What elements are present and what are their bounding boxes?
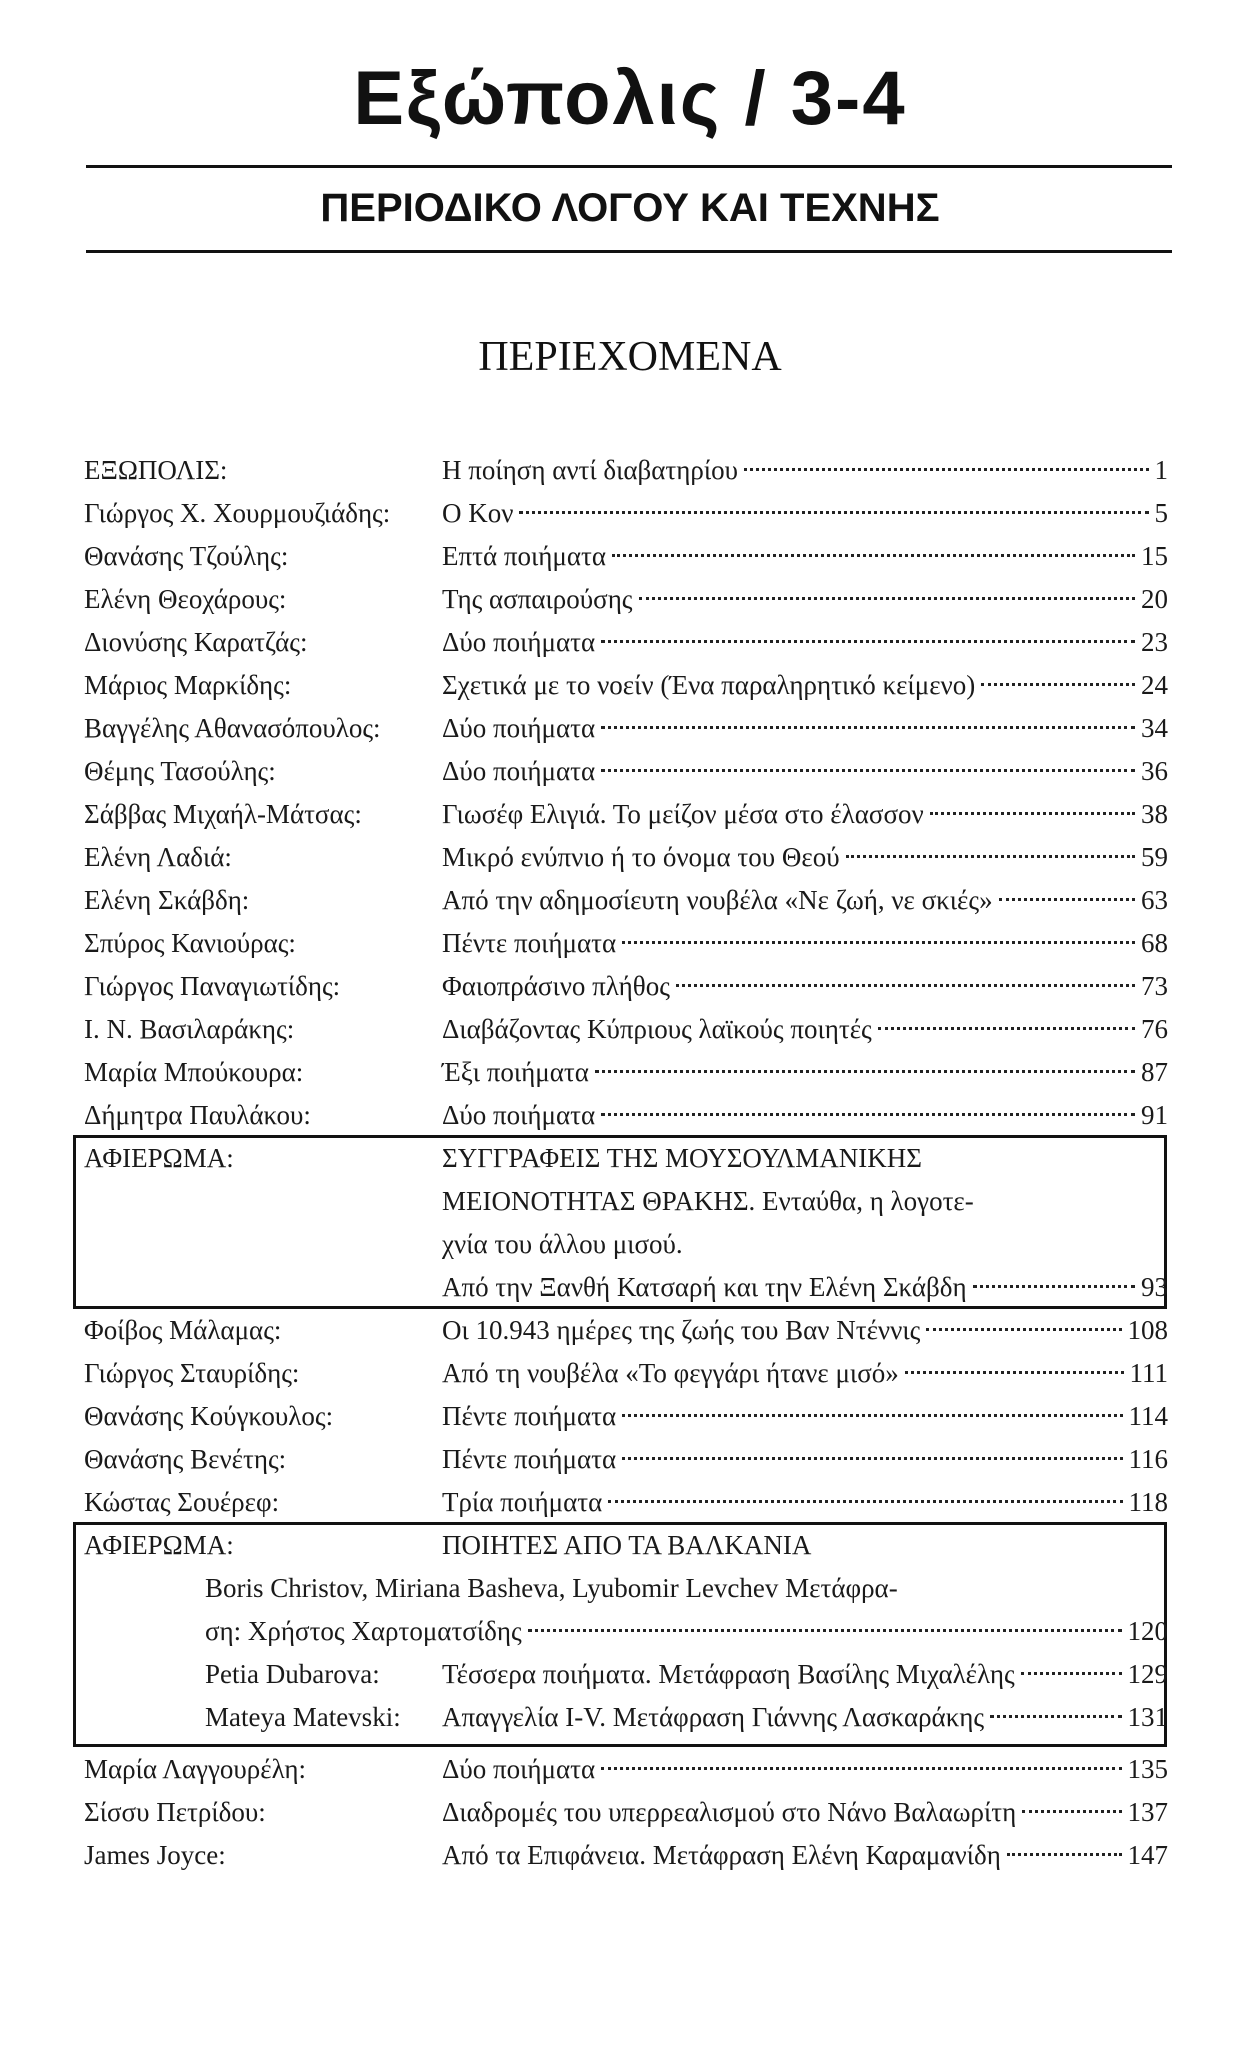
toc-entry <box>442 535 1168 578</box>
toc-author: Petia Dubarova: <box>205 1659 380 1689</box>
toc-entry <box>442 922 1168 965</box>
toc-entry <box>442 750 1168 793</box>
toc-page: 129 <box>1127 1659 1168 1689</box>
toc-author: Ελένη Σκάβδη: <box>84 885 250 915</box>
toc-author: Δήμητρα Παυλάκου: <box>84 1100 311 1130</box>
toc-entry <box>442 1395 1168 1438</box>
toc-title: Διαδρομές του υπερρεαλισμού στο Νάνο Βαλαωρίτη <box>442 1797 1017 1827</box>
toc-row <box>0 1653 1260 1696</box>
dot-leader <box>595 1070 1135 1073</box>
toc-title: Δύο ποιήματα <box>442 756 596 786</box>
toc-author: Κώστας Σουέρεφ: <box>84 1487 280 1517</box>
toc-row <box>0 707 1260 750</box>
toc-page: 87 <box>1141 1057 1168 1087</box>
toc-page: 118 <box>1128 1487 1168 1517</box>
toc-row <box>0 1051 1260 1094</box>
toc-title: ση: Χρήστος Χαρτοματσίδης <box>205 1616 522 1646</box>
dot-leader <box>601 1113 1135 1116</box>
dot-leader <box>990 1715 1121 1718</box>
toc-row <box>0 1352 1260 1395</box>
toc-page: 111 <box>1129 1358 1168 1388</box>
toc-row <box>0 965 1260 1008</box>
dot-leader <box>905 1371 1124 1374</box>
toc-title: Φαιοπράσινο πλήθος <box>442 971 670 1001</box>
toc-title: Από την αδημοσίευτη νουβέλα «Νε ζωή, νε σκιές» <box>442 885 993 915</box>
toc-entry <box>442 1266 1168 1309</box>
toc-author: Θανάσης Βενέτης: <box>84 1444 287 1474</box>
toc-title: Έξι ποιήματα <box>442 1057 589 1087</box>
toc-row <box>0 1008 1260 1051</box>
journal-title: Εξώπολις / 3-4 <box>353 56 907 141</box>
toc-author: Mateya Matevski: <box>205 1702 401 1732</box>
toc-page: 20 <box>1141 584 1168 614</box>
toc-page: 5 <box>1154 498 1168 528</box>
dot-leader <box>1021 1672 1122 1675</box>
toc-page: 137 <box>1127 1797 1168 1827</box>
toc-author: Θανάσης Τζούλης: <box>84 541 289 571</box>
dot-leader <box>622 1414 1122 1417</box>
toc-title: Η ποίηση αντί διαβατηρίου <box>442 455 738 485</box>
toc-author: Ι. Ν. Βασιλαράκης: <box>84 1014 295 1044</box>
dot-leader <box>878 1027 1135 1030</box>
toc-author: Σίσσυ Πετρίδου: <box>84 1797 266 1827</box>
toc-title: Οι 10.943 ημέρες της ζωής του Βαν Ντέννις <box>442 1315 921 1345</box>
toc-page: 15 <box>1141 541 1168 571</box>
dot-leader <box>1022 1810 1121 1813</box>
tribute-heading-line: ΠΟΙΗΤΕΣ ΑΠΟ ΤΑ ΒΑΛΚΑΝΙΑ <box>442 1530 812 1560</box>
toc-author: Μαρία Μπούκουρα: <box>84 1057 304 1087</box>
tribute-heading-line: ΣΥΓΓΡΑΦΕΙΣ ΤΗΣ ΜΟΥΣΟΥΛΜΑΝΙΚΗΣ <box>442 1143 922 1173</box>
toc-title: Πέντε ποιήματα <box>442 928 617 958</box>
toc-author: Θανάσης Κούγκουλος: <box>84 1401 334 1431</box>
toc-entry <box>442 1834 1168 1877</box>
toc-title: Σχετικά με το νοείν (Ένα παραληρητικό κείμενο) <box>442 670 976 700</box>
toc-row <box>0 1791 1260 1834</box>
toc-title: Από τα Επιφάνεια. Μετάφραση Ελένη Καραμανίδη <box>442 1840 1001 1870</box>
dot-leader <box>846 855 1135 858</box>
tribute-label: ΑΦΙΕΡΩΜΑ: <box>84 1530 234 1560</box>
toc-author: Ελένη Λαδιά: <box>84 842 232 872</box>
toc-row <box>0 1309 1260 1352</box>
dot-leader <box>601 640 1135 643</box>
toc-title: Δύο ποιήματα <box>442 1754 596 1784</box>
dot-leader <box>676 984 1135 987</box>
toc-page: 108 <box>1127 1315 1168 1345</box>
toc-title: Διαβάζοντας Κύπριους λαϊκούς ποιητές <box>442 1014 872 1044</box>
toc-title: Μικρό ενύπνιο ή το όνομα του Θεού <box>442 842 840 872</box>
tribute-label: ΑΦΙΕΡΩΜΑ: <box>84 1143 234 1173</box>
toc-author: Βαγγέλης Αθανασόπουλος: <box>84 713 381 743</box>
toc-page: 135 <box>1127 1754 1168 1784</box>
toc-page: 131 <box>1127 1702 1168 1732</box>
toc-entry <box>442 1438 1168 1481</box>
dot-leader <box>601 726 1135 729</box>
dot-leader <box>999 898 1135 901</box>
toc-row <box>0 1610 1260 1653</box>
toc-entry <box>442 793 1168 836</box>
toc-row <box>0 492 1260 535</box>
toc-author: Ελένη Θεοχάρους: <box>84 584 287 614</box>
subtitle-rule <box>86 250 1172 253</box>
toc-title: Τέσσερα ποιήματα. Μετάφραση Βασίλης Μιχαλέλης <box>442 1659 1015 1689</box>
toc-entry <box>442 1051 1168 1094</box>
toc-title: Επτά ποιήματα <box>442 541 607 571</box>
dot-leader <box>744 468 1149 471</box>
toc-row <box>0 1834 1260 1877</box>
dot-leader <box>519 511 1148 514</box>
toc-title: Από τη νουβέλα «Το φεγγάρι ήτανε μισό» <box>442 1358 899 1388</box>
toc-row <box>0 449 1260 492</box>
toc-row <box>0 922 1260 965</box>
dot-leader <box>622 941 1135 944</box>
toc-page: 1 <box>1154 455 1168 485</box>
toc-row <box>0 1696 1260 1739</box>
toc-page: 116 <box>1128 1444 1168 1474</box>
toc-entry <box>442 836 1168 879</box>
toc-entry <box>442 492 1168 535</box>
dot-leader <box>601 769 1135 772</box>
journal-subtitle: ΠΕΡΙΟΔΙΚΟ ΛΟΓΟΥ ΚΑΙ ΤΕΧΝΗΣ <box>320 186 940 230</box>
toc-row <box>0 793 1260 836</box>
toc-row <box>0 578 1260 621</box>
toc-page: 76 <box>1141 1014 1168 1044</box>
toc-row <box>0 1094 1260 1137</box>
toc-entry <box>442 1309 1168 1352</box>
toc-entry <box>442 707 1168 750</box>
toc-author: Φοίβος Μάλαμας: <box>84 1315 282 1345</box>
toc-author: James Joyce: <box>84 1840 226 1870</box>
toc-page: 24 <box>1141 670 1168 700</box>
toc-entry <box>442 1748 1168 1791</box>
toc-row <box>0 1266 1260 1309</box>
toc-entry <box>205 1610 1168 1653</box>
dot-leader <box>528 1629 1122 1632</box>
toc-row <box>0 664 1260 707</box>
dot-leader <box>930 812 1135 815</box>
toc-title: Απαγγελία I-V. Μετάφραση Γιάννης Λασκαράκης <box>442 1702 985 1732</box>
toc-page: 147 <box>1127 1840 1168 1870</box>
toc-entry <box>442 1696 1168 1739</box>
dot-leader <box>973 1285 1135 1288</box>
toc-author: Γιώργος Παναγιωτίδης: <box>84 971 341 1001</box>
toc-title: Πέντε ποιήματα <box>442 1401 617 1431</box>
tribute-authors-line: Boris Christov, Miriana Basheva, Lyubomir Levchev Μετάφρα- <box>205 1573 898 1603</box>
toc-page: 23 <box>1141 627 1168 657</box>
toc-author: Γιώργος Χ. Χουρμουζιάδης: <box>84 498 391 528</box>
tribute-heading-line: ΜΕΙΟΝΟΤΗΤΑΣ ΘΡΑΚΗΣ. Ενταύθα, η λογοτε- <box>442 1186 974 1216</box>
toc-title: Δύο ποιήματα <box>442 1100 596 1130</box>
toc-entry <box>442 1653 1168 1696</box>
toc-row <box>0 1438 1260 1481</box>
toc-entry <box>442 449 1168 492</box>
toc-entry <box>442 1791 1168 1834</box>
toc-page: 93 <box>1141 1272 1168 1302</box>
toc-page: 59 <box>1141 842 1168 872</box>
top-rule <box>86 165 1172 168</box>
toc-entry <box>442 1094 1168 1137</box>
toc-entry <box>442 879 1168 922</box>
toc-title: Της ασπαιρούσης <box>442 584 633 614</box>
toc-row <box>0 750 1260 793</box>
toc-page: 114 <box>1128 1401 1168 1431</box>
dot-leader <box>1007 1853 1122 1856</box>
tribute-heading-line: χνία του άλλου μισού. <box>442 1229 683 1259</box>
toc-page: 73 <box>1141 971 1168 1001</box>
toc-page: 68 <box>1141 928 1168 958</box>
toc-title: Δύο ποιήματα <box>442 627 596 657</box>
toc-row <box>0 1748 1260 1791</box>
toc-page: 38 <box>1141 799 1168 829</box>
toc-title: Τρία ποιήματα <box>442 1487 603 1517</box>
toc-author: ΕΞΩΠΟΛΙΣ: <box>84 455 228 485</box>
toc-author: Σπύρος Κανιούρας: <box>84 928 296 958</box>
contents-heading: ΠΕΡΙΕΧΟΜΕΝΑ <box>478 334 782 380</box>
toc-entry <box>442 965 1168 1008</box>
toc-title: Δύο ποιήματα <box>442 713 596 743</box>
toc-title: Γιωσέφ Ελιγιά. Το μείζον μέσα στο έλασσον <box>442 799 924 829</box>
dot-leader <box>981 683 1135 686</box>
toc-entry <box>442 1481 1168 1524</box>
dot-leader <box>622 1457 1122 1460</box>
toc-title: Πέντε ποιήματα <box>442 1444 617 1474</box>
toc-author: Γιώργος Σταυρίδης: <box>84 1358 300 1388</box>
toc-page: 34 <box>1141 713 1168 743</box>
toc-page: 120 <box>1127 1616 1168 1646</box>
dot-leader <box>608 1500 1122 1503</box>
toc-author: Μάριος Μαρκίδης: <box>84 670 292 700</box>
toc-row <box>0 621 1260 664</box>
toc-entry <box>442 578 1168 621</box>
toc-author: Μαρία Λαγγουρέλη: <box>84 1754 307 1784</box>
toc-page: 63 <box>1141 885 1168 915</box>
toc-author: Σάββας Μιχαήλ-Μάτσας: <box>84 799 362 829</box>
toc-page: 36 <box>1141 756 1168 786</box>
toc-row <box>0 1395 1260 1438</box>
toc-entry <box>442 621 1168 664</box>
toc-author: Διονύσης Καρατζάς: <box>84 627 308 657</box>
dot-leader <box>612 554 1135 557</box>
toc-row <box>0 535 1260 578</box>
toc-row <box>0 1481 1260 1524</box>
toc-entry <box>442 664 1168 707</box>
toc-title: Ο Κον <box>442 498 514 528</box>
toc-row <box>0 879 1260 922</box>
dot-leader <box>601 1767 1121 1770</box>
toc-author: Θέμης Τασούλης: <box>84 756 276 786</box>
toc-entry <box>442 1008 1168 1051</box>
dot-leader <box>926 1328 1121 1331</box>
toc-row <box>0 836 1260 879</box>
toc-title: Από την Ξανθή Κατσαρή και την Ελένη Σκάβδη <box>442 1272 967 1302</box>
toc-entry <box>442 1352 1168 1395</box>
dot-leader <box>639 597 1135 600</box>
toc-page: 91 <box>1141 1100 1168 1130</box>
